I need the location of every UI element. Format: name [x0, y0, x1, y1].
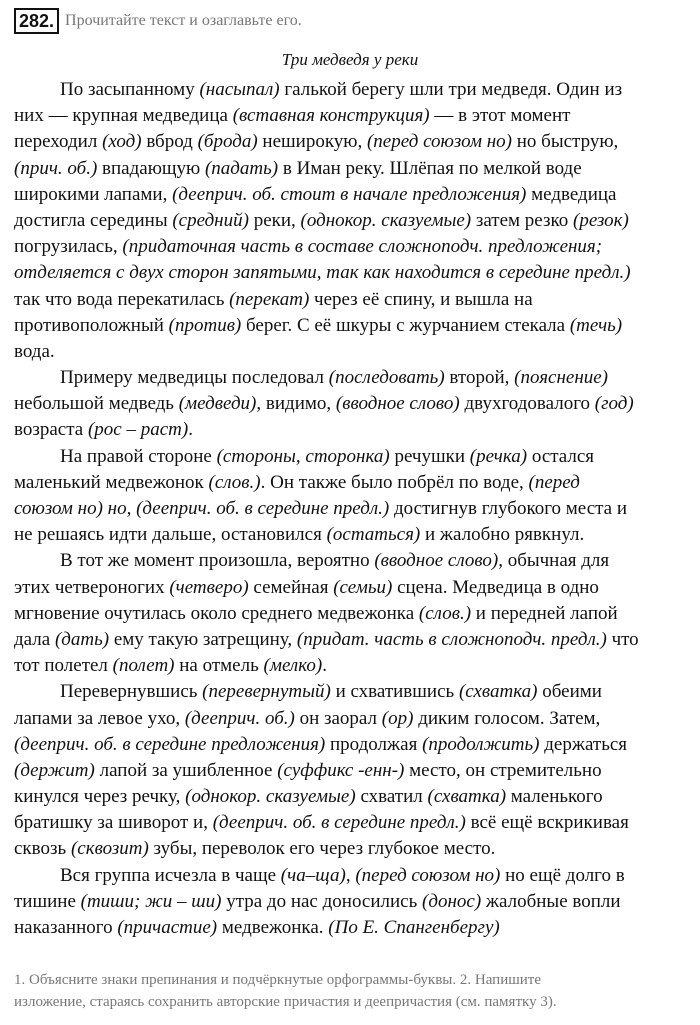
text-line: На правой стороне (стороны, сторонка) речушки (речка) остался	[60, 445, 595, 467]
text-line: лапами за левое ухо, (дееприч. об.) он заорал (ор) диким голосом. Затем,	[14, 707, 601, 729]
text-line: сквозь (сквозит) зубы, переволок его через глубокое место.	[14, 838, 496, 860]
text-line: Вся группа исчезла в чаще (ча–ща), (перед союзом но) но ещё долго в	[60, 864, 625, 886]
text-line: переходил (ход) вброд (брода) неширокую, (перед союзом но) но быструю,	[14, 131, 619, 153]
main-text	[14, 77, 684, 941]
text-line: этих четвероногих (четверо) семейная (семьи) сцена. Медведица в одно	[14, 576, 599, 598]
text-line: тишине (тиши; жи – ши) утра до нас доносились (донос) жалобные вопли	[14, 890, 621, 912]
text-line: тот полетел (полет) на отмель (мелко).	[14, 655, 327, 677]
exercise-header	[14, 8, 302, 34]
text-line: (дееприч. об. в середине предложения) продолжая (продолжить) держаться	[14, 733, 628, 755]
text-line: (держит) лапой за ушибленное (суффикс -енн-) место, он стремительно	[14, 759, 602, 781]
text-line: По засыпанному (насыпал) галькой берегу шли три медведя. Один из	[60, 79, 623, 100]
text-line: Перевернувшись (перевернутый) и схватившись (схватка) обеими	[60, 681, 602, 703]
footer-tasks	[14, 969, 684, 1013]
text-line: Примеру медведицы последовал (последовать) второй, (пояснение)	[60, 367, 609, 389]
exercise-instruction: Прочитайте текст и озаглавьте его.	[65, 12, 302, 29]
text-title: Три медведя у реки	[281, 50, 419, 69]
text-line: братишку за шиворот и, (дееприч. об. в середине предл.) всё ещё вскрикивая	[14, 812, 629, 834]
text-line: (прич. об.) впадающую (падать) в Иман реку. Шлёпая по мелкой воде	[14, 157, 582, 179]
text-line: не решаясь идти дальше, остановился (остаться) и жалобно рявкнул.	[14, 524, 585, 546]
text-line: мгновение очутилась около среднего медвежонка (слов.) и передней лапой	[14, 602, 618, 624]
text-line: союзом но) но, (дееприч. об. в середине предл.) достигнув глубокого места и	[14, 498, 628, 519]
footer-line: изложение, стараясь сохранить авторские причастия и деепричастия (см. памятку 3).	[14, 994, 557, 1010]
text-line: кинулся через речку, (однокор. сказуемые) схватил (схватка) маленького	[14, 786, 603, 808]
text-line: отделяется с двух сторон запятыми, так как находится в середине предл.)	[14, 262, 631, 284]
text-line: маленький медвежонок (слов.). Он также было побрёл по воде, (перед	[14, 471, 580, 493]
text-line: широкими лапами, (дееприч. об. стоит в начале предложения) медведица	[14, 183, 617, 205]
text-line: погрузилась, (придаточная часть в составе сложноподч. предложения;	[14, 236, 603, 258]
text-line: В тот же момент произошла, вероятно (вводное слово), обычная для	[60, 550, 610, 572]
text-line: возраста (рос – раст).	[14, 419, 193, 441]
text-line: вода.	[14, 340, 55, 362]
text-line: небольшой медведь (медведи), видимо, (вводное слово) двухгодовалого (год)	[14, 393, 634, 415]
text-line: достигла середины (средний) реки, (однокор. сказуемые) затем резко (резок)	[14, 209, 629, 231]
text-line: противоположный (против) берег. С её шкуры с журчанием стекала (течь)	[14, 314, 623, 336]
text-line: наказанного (причастие) медвежонка. (По Е. Спангенбергу)	[14, 917, 500, 938]
footer-line: 1. Объясните знаки препинания и подчёркнутые орфограммы-буквы. 2. Напишите	[14, 972, 542, 988]
exercise-number: 282.	[14, 8, 59, 34]
text-line: дала (дать) ему такую затрещину, (придат. часть в сложноподч. предл.) что	[14, 628, 639, 650]
text-line: так что вода перекатилась (перекат) через её спину, и вышла на	[14, 288, 533, 310]
text-line: них — крупная медведица (вставная конструкция) — в этот момент	[14, 105, 571, 127]
